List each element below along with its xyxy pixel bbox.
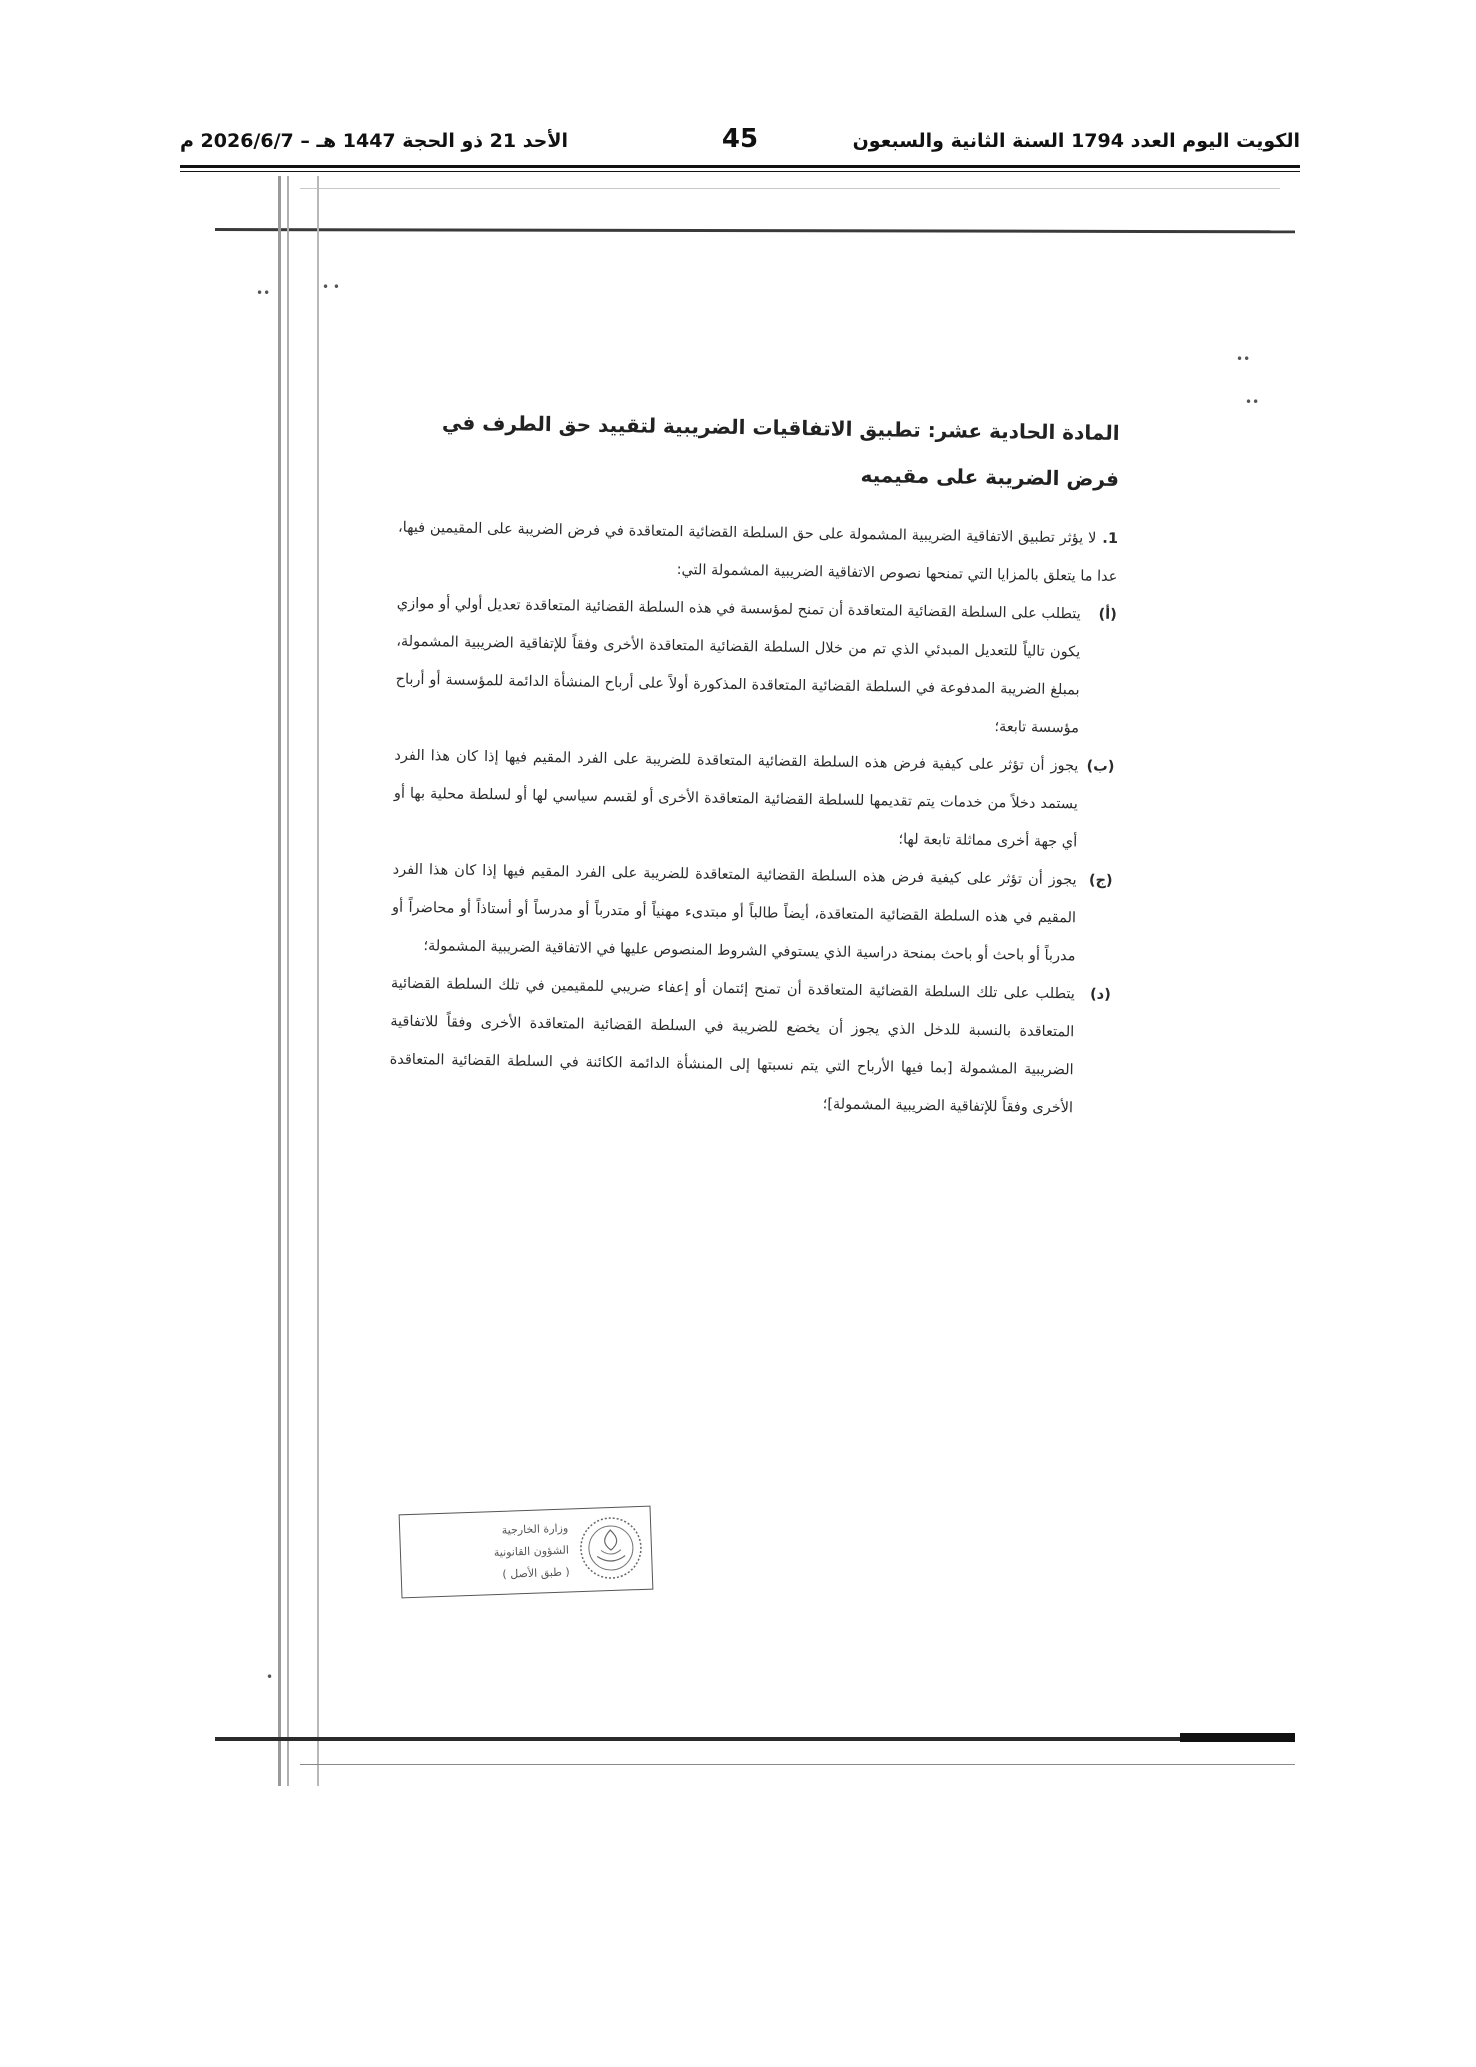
scan-speck: • • (322, 280, 340, 294)
paragraph-text: لا يؤثر تطبيق الاتفاقية الضريبية المشمولة على حق السلطة القضائية المتعاقدة في فرض الضريبة على المقيمين فيها، عدا ما يتعلق بالمزايا التي تمنحها نصوص الاتفاقية الضريبية المشمولة التي: (397, 519, 1118, 585)
gazette-issue-info: الكويت اليوم العدد 1794 السنة الثانية والسبعون (852, 130, 1300, 152)
scan-binding-line (317, 176, 319, 1786)
scan-bottom-border (215, 1737, 1295, 1741)
article-body (389, 399, 1120, 1128)
clause-text: يتطلب على تلك السلطة القضائية المتعاقدة أن تمنح إئتمان أو إعفاء ضريبي للمقيمين في تلك السلطة القضائية المتعاقدة بالنسبة للدخل الذي يجوز أن يخضع للضريبة في السلطة القضائية المتعاقدة الأخرى وفقاً للاتفاقية الضريبية المشمولة [بما فيها الأرباح التي يتم نسبتها إلى المنشأة الدائمة الكائنة في السلطة القضائية المتعاقدة الأخرى وفقاً للإتفاقية الضريبية المشمولة]؛ (389, 975, 1075, 1117)
scan-line (300, 1764, 1295, 1765)
scan-binding-line (278, 176, 281, 1786)
clause-marker: (د) (1089, 986, 1111, 1003)
scan-line (300, 188, 1280, 189)
clause-c (391, 851, 1113, 976)
scan-speck: • (266, 1670, 274, 1684)
scan-speck: •• (1236, 352, 1251, 366)
scan-top-border (215, 228, 1295, 233)
stamp-text (493, 1518, 570, 1587)
page-number: 45 (721, 124, 759, 154)
gazette-date: الأحد 21 ذو الحجة 1447 هـ – 2026/6/7 م (180, 130, 569, 152)
stamp-line-certified: ( طبق الأصل ) (502, 1565, 570, 1581)
scan-speck: •• (256, 286, 271, 300)
scan-speck: •• (1245, 395, 1260, 409)
official-stamp (399, 1506, 654, 1599)
scan-bottom-border-thick (1180, 1733, 1295, 1742)
clause-text: يتطلب على السلطة القضائية المتعاقدة أن تمنح لمؤسسة في هذه السلطة القضائية المتعاقدة تعديل أولي أو موازي يكون تالياً للتعديل المبدئي الذي تم من خلال السلطة القضائية المتعاقدة الأخرى وفقاً للإتفاقية الضريبية المشمولة، بمبلغ الضريبة المدفوعة في السلطة القضائية المتعاقدة المذكورة أولاً على أرباح المنشأة الدائمة للمؤسسة أو أرباح مؤسسة تابعة؛ (395, 595, 1081, 737)
clause-marker: (أ) (1098, 606, 1117, 623)
stamp-line-ministry: وزارة الخارجية (501, 1521, 569, 1537)
paragraph-1 (397, 509, 1118, 596)
clause-a (395, 585, 1117, 748)
seal-emblem-icon (576, 1513, 646, 1583)
article-title: المادة الحادية عشر: تطبيق الاتفاقيات الضريبية لتقييد حق الطرف في فرض الضريبة على مقيميه (441, 410, 1120, 491)
scan-binding-line (287, 176, 289, 1786)
clause-text: يجوز أن تؤثر على كيفية فرض هذه السلطة القضائية المتعاقدة للضريبة على الفرد المقيم فيها إذا كان هذا الفرد يستمد دخلاً من خدمات يتم تقديمها للسلطة القضائية المتعاقدة الأخرى أو لقسم سياسي لها أو لسلطة محلية بها أو أي جهة أخرى مماثلة تابعة لها؛ (393, 747, 1079, 851)
stamp-line-department: الشؤون القانونية (493, 1543, 570, 1560)
clause-marker: (ج) (1088, 872, 1113, 889)
clause-d (389, 965, 1111, 1128)
clause-marker: (ب) (1086, 758, 1115, 775)
clause-text: يجوز أن تؤثر على كيفية فرض هذه السلطة القضائية المتعاقدة للضريبة على الفرد المقيم فيها إذا كان هذا الفرد المقيم في هذه السلطة القضائية المتعاقدة، أيضاً طالباً أو مبتدىء مهنياً أو متدرباً أو مدرساً أو أستاذاً أو محاضراً أو مدرباً أو باحث أو باحث بمنحة دراسية الذي يستوفي الشروط المنصوص عليها في الاتفاقية الضريبية المشمولة؛ (391, 861, 1077, 965)
paragraph-number: 1. (1102, 530, 1119, 547)
clause-b (393, 737, 1115, 862)
